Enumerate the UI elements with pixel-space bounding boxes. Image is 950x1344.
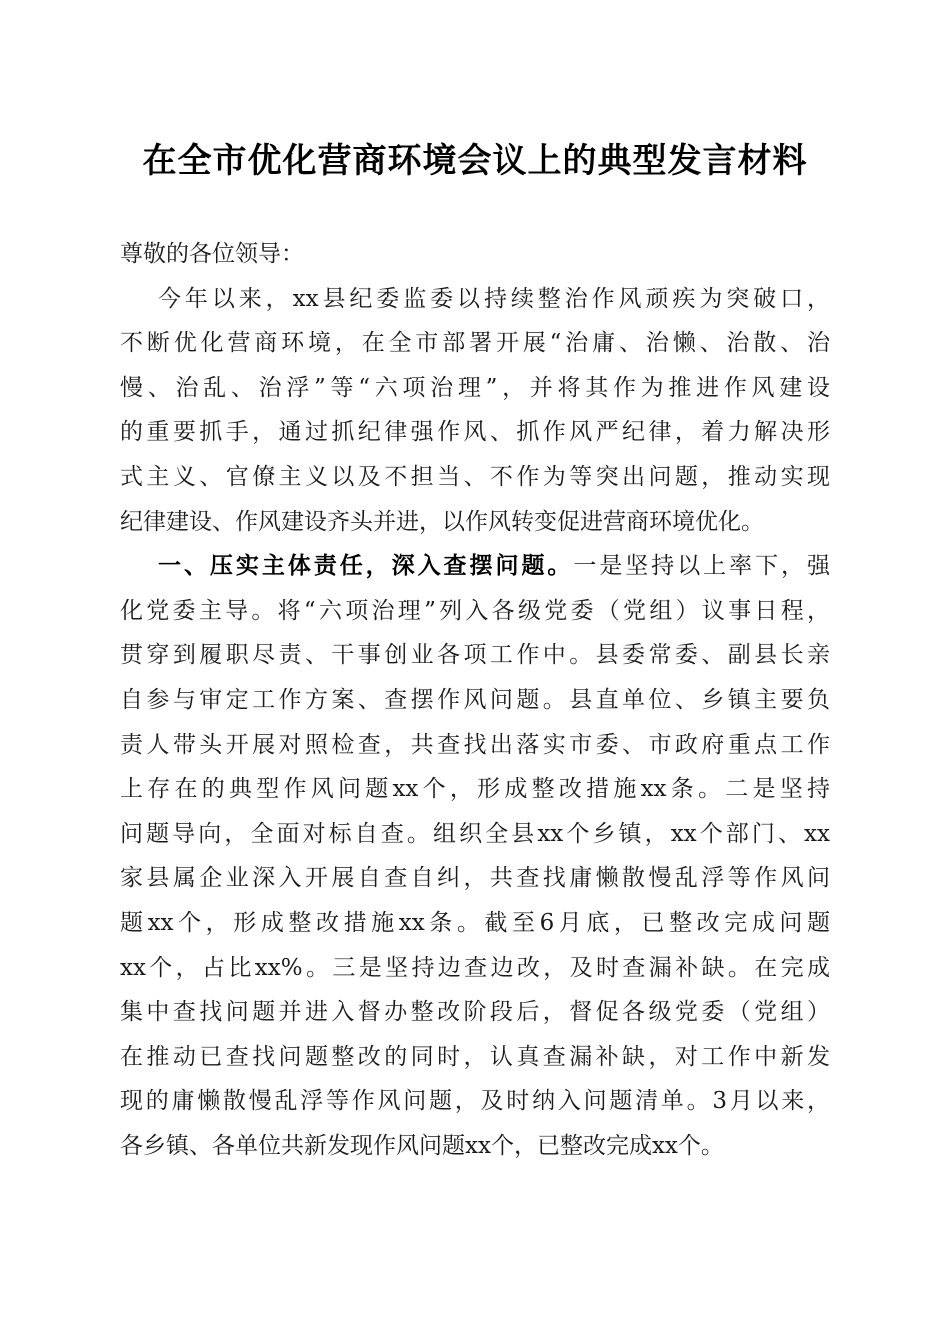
section1-line: 集中查找问题并进入督办整改阶段后，督促各级党委（党组） bbox=[120, 999, 830, 1026]
greeting-line: 尊敬的各位领导： bbox=[120, 241, 304, 267]
section1-line: 责人带头开展对照检查，共查找出落实市委、市政府重点工作 bbox=[120, 731, 830, 758]
section1-line: 上存在的典型作风问题xx个，形成整改措施xx条。二是坚持 bbox=[120, 776, 830, 803]
section1-line: 问题导向，全面对标自查。组织全县xx个乡镇，xx个部门、xx bbox=[120, 820, 830, 847]
intro-line: 慢、治乱、治浮”等“六项治理”，并将其作为推进作风建设 bbox=[120, 374, 830, 401]
section1-first-line bbox=[120, 544, 830, 589]
section1-line: 在推动已查找问题整改的同时，认真查漏补缺，对工作中新发 bbox=[120, 1043, 830, 1070]
intro-line: 不断优化营商环境，在全市部署开展“治庸、治懒、治散、治 bbox=[120, 330, 830, 357]
section1-line: 贯穿到履职尽责、干事创业各项工作中。县委常委、副县长亲 bbox=[120, 642, 830, 669]
section1-line: 化党委主导。将“六项治理”列入各级党委（党组）议事日程， bbox=[120, 597, 830, 624]
section1-line: 题xx个，形成整改措施xx条。截至6月底，已整改完成问题 bbox=[120, 909, 830, 936]
section1-line: 各乡镇、各单位共新发现作风问题xx个，已整改完成xx个。 bbox=[120, 1132, 724, 1159]
intro-line: 今年以来，xx县纪委监委以持续整治作风顽疾为突破口， bbox=[158, 285, 830, 312]
document-title: 在全市优化营商环境会议上的典型发言材料 bbox=[142, 141, 808, 181]
intro-line: 的重要抓手，通过抓纪律强作风、抓作风严纪律，着力解决形 bbox=[120, 419, 830, 446]
intro-line: 式主义、官僚主义以及不担当、不作为等突出问题，推动实现 bbox=[120, 463, 830, 490]
intro-line: 纪律建设、作风建设齐头并进，以作风转变促进营商环境优化。 bbox=[120, 508, 764, 535]
section1-line: xx个，占比xx%。三是坚持边查边改，及时查漏补缺。在完成 bbox=[120, 954, 830, 981]
section1-line: 家县属企业深入开展自查自纠，共查找庸懒散慢乱浮等作风问 bbox=[120, 865, 830, 892]
section1-line: 现的庸懒散慢乱浮等作风问题，及时纳入问题清单。3月以来， bbox=[120, 1088, 830, 1115]
section1-line: 自参与审定工作方案、查摆作风问题。县直单位、乡镇主要负 bbox=[120, 686, 830, 713]
document-body bbox=[120, 232, 830, 1168]
section1-heading: 一、压实主体责任，深入查摆问题。 bbox=[158, 552, 574, 580]
section1-first-line-text: 一是坚持以上率下，强 bbox=[573, 553, 831, 580]
